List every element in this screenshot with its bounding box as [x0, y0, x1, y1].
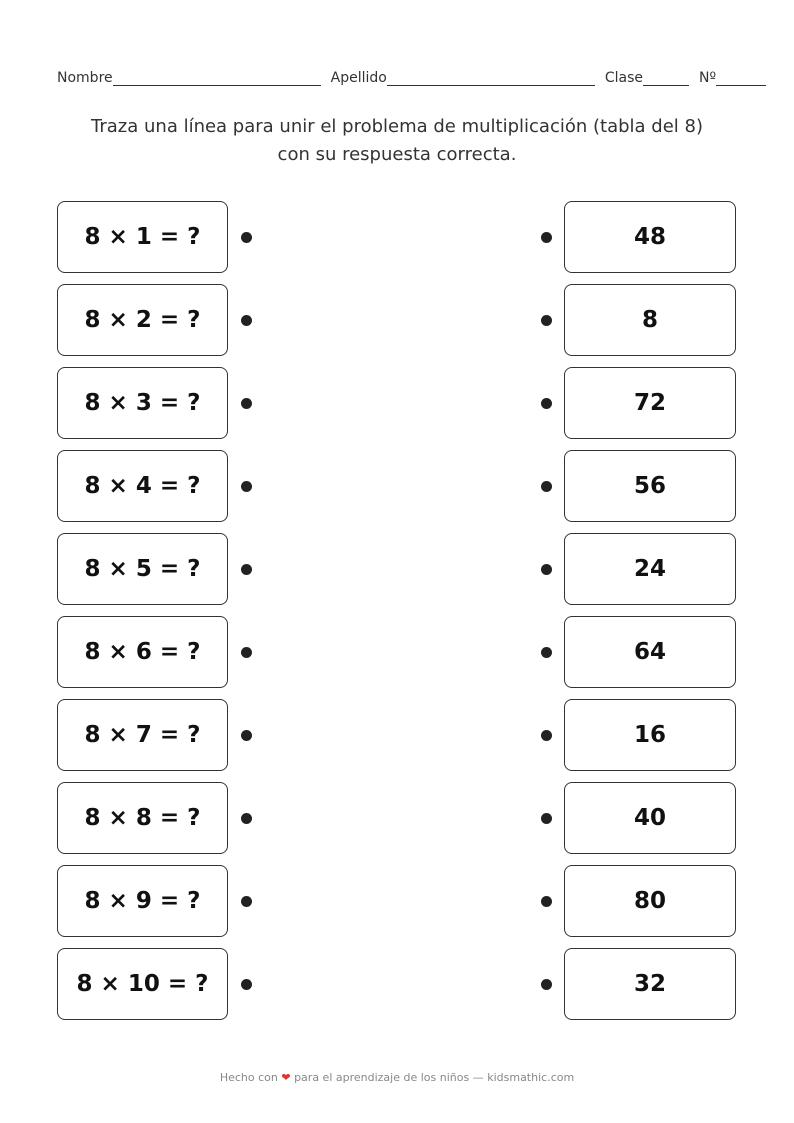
problem-box: [57, 367, 228, 439]
problem-text: 8 × 4 = ?: [84, 473, 201, 499]
number-field[interactable]: [716, 71, 766, 86]
problem-dot[interactable]: [241, 232, 252, 243]
problem-dot[interactable]: [241, 398, 252, 409]
problem-box: [57, 616, 228, 688]
answer-text: 72: [633, 390, 666, 416]
problem-box: [57, 865, 228, 937]
answer-box: [564, 948, 736, 1020]
class-label: Clase: [604, 70, 643, 86]
answer-dot[interactable]: [541, 647, 552, 658]
problem-text: 8 × 1 = ?: [84, 224, 201, 250]
answer-dot[interactable]: [541, 315, 552, 326]
instructions-line2: con su respuesta correcta.: [277, 144, 517, 165]
problem-dot[interactable]: [241, 647, 252, 658]
instructions: [0, 113, 794, 169]
answer-text: 64: [633, 639, 666, 665]
problem-text: 8 × 7 = ?: [84, 722, 201, 748]
answer-text: 32: [633, 971, 666, 997]
answer-text: 56: [633, 473, 666, 499]
problem-dot[interactable]: [241, 730, 252, 741]
answer-dot[interactable]: [541, 398, 552, 409]
problem-box: [57, 284, 228, 356]
problem-dot[interactable]: [241, 979, 252, 990]
answer-text: 40: [633, 805, 666, 831]
answer-box: [564, 616, 736, 688]
answer-box: [564, 367, 736, 439]
problem-text: 8 × 8 = ?: [84, 805, 201, 831]
problem-text: 8 × 10 = ?: [76, 971, 209, 997]
problem-box: [57, 948, 228, 1020]
answer-dot[interactable]: [541, 979, 552, 990]
problem-dot[interactable]: [241, 315, 252, 326]
answer-text: 80: [633, 888, 666, 914]
surname-label: Apellido: [330, 70, 387, 86]
answer-dot[interactable]: [541, 896, 552, 907]
answer-box: [564, 450, 736, 522]
problem-dot[interactable]: [241, 564, 252, 575]
problem-box: [57, 450, 228, 522]
problem-box: [57, 201, 228, 273]
name-field[interactable]: [113, 71, 321, 86]
student-info: [57, 70, 777, 86]
answer-box: [564, 533, 736, 605]
answer-dot[interactable]: [541, 232, 552, 243]
problem-text: 8 × 9 = ?: [84, 888, 201, 914]
problem-text: 8 × 2 = ?: [84, 307, 201, 333]
answer-dot[interactable]: [541, 813, 552, 824]
footer: [0, 1071, 794, 1084]
problem-text: 8 × 6 = ?: [84, 639, 201, 665]
problem-box: [57, 782, 228, 854]
answer-text: 48: [633, 224, 666, 250]
answer-dot[interactable]: [541, 481, 552, 492]
answer-dot[interactable]: [541, 564, 552, 575]
answer-box: [564, 865, 736, 937]
answer-dot[interactable]: [541, 730, 552, 741]
answer-box: [564, 782, 736, 854]
answer-text: 16: [633, 722, 666, 748]
heart-icon: ❤: [281, 1071, 291, 1084]
problem-dot[interactable]: [241, 896, 252, 907]
answer-text: 8: [641, 307, 658, 333]
problem-box: [57, 699, 228, 771]
problem-text: 8 × 5 = ?: [84, 556, 201, 582]
footer-text-before: Hecho con: [219, 1071, 278, 1084]
answer-text: 24: [633, 556, 666, 582]
number-label: Nº: [698, 70, 717, 86]
class-field[interactable]: [643, 71, 689, 86]
answer-box: [564, 201, 736, 273]
footer-text-after: para el aprendizaje de los niños — kidsmathic.com: [294, 1071, 575, 1084]
answer-box: [564, 284, 736, 356]
name-label: Nombre: [57, 70, 113, 86]
surname-field[interactable]: [387, 71, 595, 86]
instructions-line1: Traza una línea para unir el problema de multiplicación (tabla del 8): [91, 116, 703, 137]
answer-box: [564, 699, 736, 771]
problem-box: [57, 533, 228, 605]
problem-dot[interactable]: [241, 481, 252, 492]
problem-text: 8 × 3 = ?: [84, 390, 201, 416]
problem-dot[interactable]: [241, 813, 252, 824]
